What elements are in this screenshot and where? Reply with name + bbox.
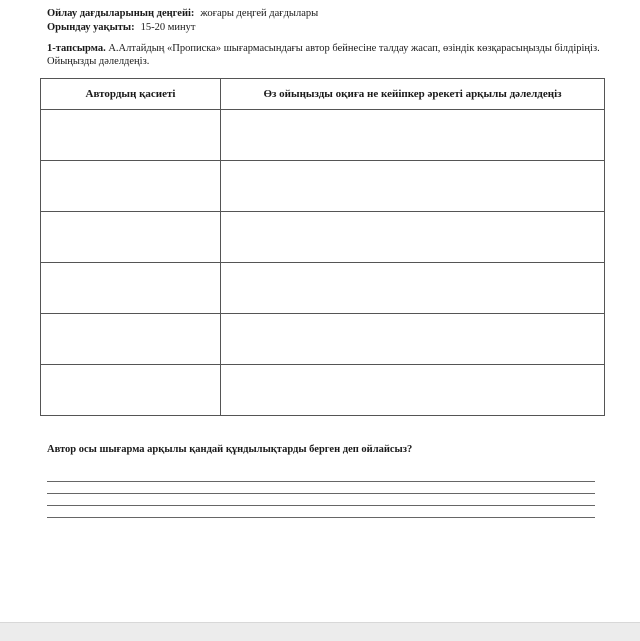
answer-line[interactable] bbox=[47, 517, 595, 518]
skill-level-value: жоғары деңгей дағдылары bbox=[200, 8, 319, 19]
table-cell-evidence[interactable] bbox=[221, 110, 605, 161]
answer-line[interactable] bbox=[47, 493, 595, 494]
table-cell-evidence[interactable] bbox=[221, 161, 605, 212]
table-row bbox=[41, 212, 605, 263]
table-cell-evidence[interactable] bbox=[221, 365, 605, 416]
question-text: Автор осы шығарма арқылы қандай құндылықтарды берген деп ойлайсыз? bbox=[47, 444, 413, 455]
skill-level-label: Ойлау дағдыларының деңгейі: bbox=[47, 8, 195, 19]
time-value: 15-20 минут bbox=[140, 22, 196, 33]
table-cell-evidence[interactable] bbox=[221, 212, 605, 263]
table-cell-evidence[interactable] bbox=[221, 263, 605, 314]
header-author-quality: Автордың қасиеті bbox=[41, 79, 221, 110]
table-row bbox=[41, 365, 605, 416]
table-cell-quality[interactable] bbox=[41, 212, 221, 263]
table-cell-quality[interactable] bbox=[41, 110, 221, 161]
answer-line[interactable] bbox=[47, 505, 595, 506]
answer-table bbox=[40, 78, 605, 416]
table-row bbox=[41, 263, 605, 314]
table-row bbox=[41, 161, 605, 212]
table-header-row bbox=[41, 79, 605, 110]
table-cell-quality[interactable] bbox=[41, 314, 221, 365]
time-label: Орындау уақыты: bbox=[47, 22, 135, 33]
task-number: 1-тапсырма. bbox=[47, 43, 106, 54]
table-cell-evidence[interactable] bbox=[221, 314, 605, 365]
table-cell-quality[interactable] bbox=[41, 365, 221, 416]
table-cell-quality[interactable] bbox=[41, 263, 221, 314]
table-row bbox=[41, 314, 605, 365]
bottom-strip bbox=[0, 622, 640, 641]
skill-level-line bbox=[47, 7, 318, 20]
header-justify-opinion: Өз ойыңызды оқиға не кейіпкер әрекеті арқылы дәлелдеңіз bbox=[221, 79, 605, 110]
table-cell-quality[interactable] bbox=[41, 161, 221, 212]
task-text: А.Алтайдың «Прописка» шығармасындағы автор бейнесіне талдау жасап, өзіндік көзқарасыңызды білдіріңіз. Ойыңызды дәлелдеңіз. bbox=[47, 43, 600, 67]
table-row bbox=[41, 110, 605, 161]
task-description bbox=[47, 42, 602, 68]
answer-line[interactable] bbox=[47, 481, 595, 482]
time-line bbox=[47, 21, 195, 34]
